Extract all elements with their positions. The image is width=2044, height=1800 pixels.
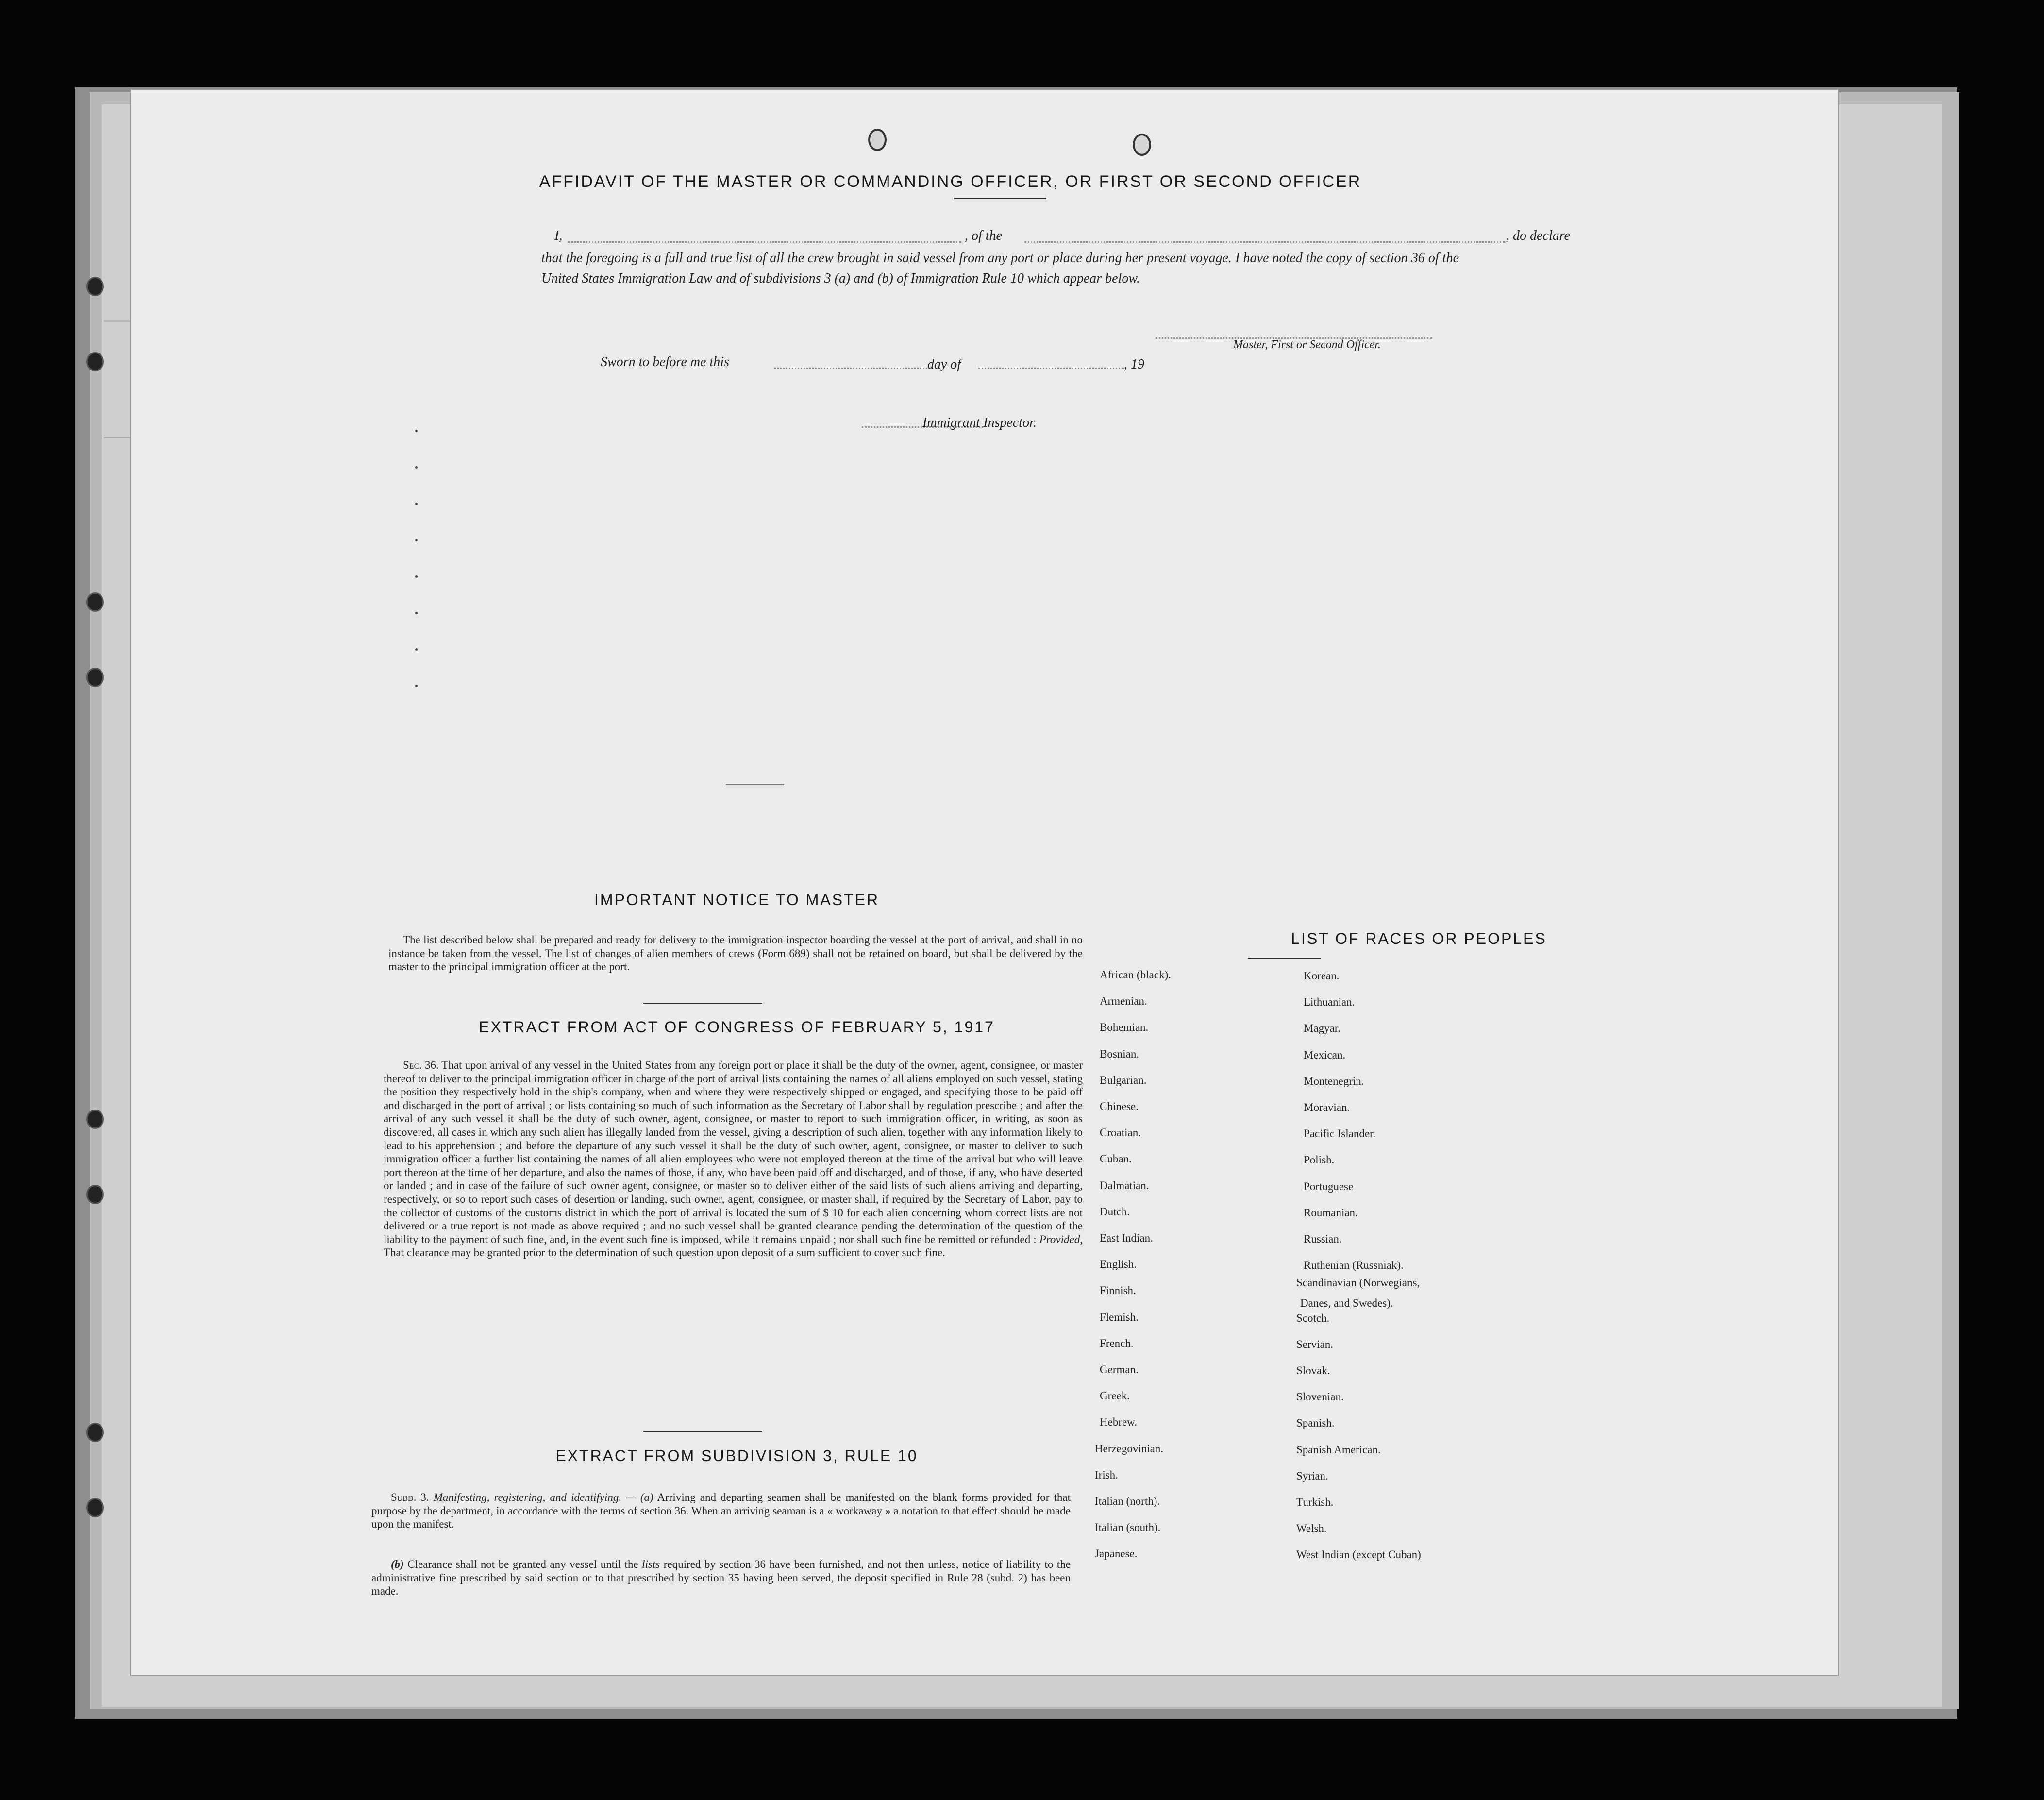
notice-text: The list described below shall be prepared and ready for delivery to the immigration inspector boarding the vessel at the port of arrival, and shall in no instance be taken from the vessel. The list of changes of alien members of crews (Form 689) shall not be retained on board, but shall be delivered by the master to the principal immigration officer at the port. — [388, 934, 1083, 973]
binding-hole-icon — [86, 592, 104, 612]
binding-hole-icon — [86, 1110, 104, 1129]
race-item: Scotch. — [1296, 1312, 1330, 1324]
affidavit-line-declare: , do declare — [1506, 228, 1570, 243]
rule-subd-heading: Manifesting, registering, and identifying. — (a) — [433, 1491, 653, 1503]
binding-hole-icon — [86, 1498, 104, 1517]
sworn-text: Sworn to before me this — [601, 354, 729, 370]
name-blank — [568, 241, 961, 243]
rule-b-label: (b) — [391, 1558, 404, 1570]
sworn-day-blank — [774, 368, 927, 369]
margin-dot — [415, 648, 418, 651]
races-rule — [1248, 958, 1321, 959]
rule-lists-word: lists — [642, 1558, 660, 1570]
binding-hole-icon — [86, 1185, 104, 1204]
race-item: Bulgarian. — [1100, 1074, 1147, 1086]
race-item: East Indian. — [1100, 1232, 1153, 1244]
race-item: Polish. — [1304, 1154, 1335, 1166]
vessel-blank — [1024, 241, 1505, 243]
race-item: Croatian. — [1100, 1127, 1141, 1139]
race-item: French. — [1100, 1337, 1134, 1349]
margin-dot — [415, 466, 418, 469]
race-item: Italian (north). — [1095, 1495, 1160, 1507]
race-item: Russian. — [1304, 1233, 1342, 1245]
race-item: Servian. — [1296, 1338, 1334, 1350]
race-item: Greek. — [1100, 1390, 1130, 1402]
race-item: Spanish American. — [1296, 1443, 1381, 1456]
race-item: English. — [1100, 1258, 1137, 1271]
act-body-end: That clearance may be granted prior to the determination of such question upon deposit of a sum sufficient to cover such fine. — [384, 1246, 945, 1259]
race-item: Herzegovinian. — [1095, 1442, 1164, 1455]
race-item: Roumanian. — [1304, 1206, 1358, 1219]
margin-dot — [415, 503, 418, 505]
race-item: Hebrew. — [1100, 1416, 1138, 1429]
affidavit-paragraph: that the foregoing is a full and true list of all the crew brought in said vessel from any port or place during her present voyage. I have noted the copy of section 36 of the United States Immigration Law and of subdivisions 3 (a) and (b) of Immigration Rule 10 which appear below. — [541, 251, 1459, 286]
rule-subd-label: Subd. 3. — [391, 1491, 429, 1503]
race-item: Japanese. — [1095, 1548, 1138, 1560]
title-rule — [954, 198, 1046, 199]
rule-text-a-body: Arriving and departing seamen shall be manifested on the blank forms provided for that purpose by the department, in accordance with the terms of section 36. When an arriving seaman is a « workaway » a notation to that effect should be made upon the manifest. — [371, 1491, 1071, 1531]
affidavit-line-i: I, — [554, 228, 563, 243]
race-item: Lithuanian. — [1304, 996, 1355, 1009]
race-item: Chinese. — [1100, 1100, 1139, 1112]
act-title: EXTRACT FROM ACT OF CONGRESS OF FEBRUARY 5, 1917 — [479, 1018, 995, 1036]
binding-hole-icon — [86, 668, 104, 687]
race-item: Portuguese — [1304, 1180, 1354, 1193]
day-of-text: day of — [927, 357, 961, 372]
race-item: Magyar. — [1304, 1022, 1341, 1035]
year-text: , 19 — [1124, 357, 1144, 372]
act-body: That upon arrival of any vessel in the United States from any foreign port or place it shall be the duty of the owner, agent, consignee, or master thereof to deliver to the principal immigration officer in charge of the port of arrival lists containing the names of all aliens employed on such vessel, stating the position they respectively hold in the ship's company, when and where they were respectively shipped or engaged, and specifying those to be paid off and discharged in the port of arrival ; or lists containing so much of such information as the Secretary of Labor shall by regulation prescribe ; and after the arrival of any such vessel it shall be the duty of such owner, agent, consignee, or master to report to such immigration officer, in writing, as soon as discovered, all cases in which any such alien has illegally landed from the vessel, giving a description of such alien, together with any information likely to lead to his apprehension ; and before the departure of any such vessel it shall be the duty of such owner, agent, consignee, or master to deliver to such immigration officer a further list containing the names of all alien employees who were not employed thereon at the time of the arrival but who will leave port thereon at the time of her departure, and also the names of those, if any, who have been paid off and discharged, and of those, if any, who have deserted or landed ; and in case of the failure of such owner agent, consignee, or master so to deliver either of the said lists of such aliens arriving and departing, respectively, or so to report such cases of desertion or landing, such owner, agent, consignee, or master shall, if required by the Secretary of Labor, pay to the collector of customs of the customs district in which the port of arrival is located the sum of $ 10 for each alien concerning whom correct lists are not delivered or a true report is not made as above required ; and no such vessel shall be granted clearance pending the determination of the question of the liability to the payment of such fine, and, in the event such fine is imposed, while it remains unpaid ; nor shall such fine be remitted or refunded : — [384, 1059, 1083, 1245]
race-item: Dutch. — [1100, 1205, 1130, 1218]
race-item: Italian (south). — [1095, 1521, 1161, 1534]
race-item: Danes, and Swedes). — [1300, 1297, 1393, 1310]
race-item: Welsh. — [1296, 1522, 1327, 1535]
race-item: Bosnian. — [1100, 1047, 1139, 1060]
act-sec-label: Sec. 36. — [403, 1059, 439, 1071]
race-item: Dalmatian. — [1100, 1179, 1149, 1192]
race-item: African (black). — [1100, 969, 1171, 981]
race-item: German. — [1100, 1363, 1139, 1376]
race-item: Korean. — [1304, 970, 1340, 982]
signature-label: Master, First or Second Officer. — [1233, 338, 1381, 351]
races-title: LIST OF RACES OR PEOPLES — [1291, 930, 1547, 947]
act-text — [384, 1059, 1083, 1260]
stray-rule — [726, 784, 784, 785]
rule-text-b1: Clearance shall not be granted any vessel until the — [407, 1558, 638, 1570]
race-item: Slovak. — [1296, 1364, 1330, 1377]
act-rule — [643, 1431, 762, 1432]
binding-hole-icon — [86, 1423, 104, 1442]
margin-dot — [415, 612, 418, 614]
document-page — [131, 90, 1838, 1675]
inspector-label: Immigrant Inspector. — [922, 415, 1037, 430]
race-item: Spanish. — [1296, 1417, 1335, 1430]
race-item: Ruthenian (Russniak). — [1304, 1259, 1404, 1272]
binding-hole-icon — [86, 277, 104, 296]
margin-dot — [415, 539, 418, 541]
affidavit-line-of: , of the — [965, 228, 1002, 243]
race-item: Turkish. — [1296, 1496, 1334, 1508]
race-item: Cuban. — [1100, 1153, 1132, 1165]
race-item: Syrian. — [1296, 1469, 1328, 1482]
race-item: Flemish. — [1100, 1311, 1139, 1323]
ghost-rule — [104, 437, 134, 438]
ghost-rule — [104, 320, 134, 322]
rule-text-a — [371, 1491, 1071, 1531]
punch-hole-icon — [1133, 134, 1151, 156]
race-item: Bohemian. — [1100, 1021, 1149, 1034]
race-item: Moravian. — [1304, 1101, 1350, 1113]
rule-text-b — [371, 1558, 1071, 1598]
race-item: West Indian (except Cuban) — [1296, 1548, 1421, 1561]
race-item: Irish. — [1095, 1468, 1118, 1481]
race-item: Montenegrin. — [1304, 1075, 1364, 1087]
race-item: Armenian. — [1100, 995, 1147, 1008]
notice-title: IMPORTANT NOTICE TO MASTER — [594, 891, 880, 908]
rule-text-b2: required by section 36 have been furnished, and not then unless, notice of liability to the administrative fine prescribed by said section or to that prescribed by section 35 having been served, the deposit specified in Rule 28 (subd. 2) has been made. — [371, 1558, 1071, 1598]
affidavit-title: AFFIDAVIT OF THE MASTER OR COMMANDING OFFICER, OR FIRST OR SECOND OFFICER — [539, 172, 1362, 191]
month-blank — [978, 368, 1124, 369]
race-item: Scandinavian (Norwegians, — [1296, 1277, 1420, 1289]
race-item: Mexican. — [1304, 1048, 1346, 1061]
rule-title: EXTRACT FROM SUBDIVISION 3, RULE 10 — [555, 1447, 918, 1464]
punch-hole-icon — [868, 129, 887, 151]
race-item: Slovenian. — [1296, 1391, 1344, 1403]
act-provided: Provided, — [1039, 1233, 1083, 1245]
notice-rule — [643, 1003, 762, 1004]
margin-dot — [415, 685, 418, 687]
race-item: Pacific Islander. — [1304, 1127, 1376, 1140]
race-item: Finnish. — [1100, 1284, 1136, 1297]
margin-dot — [415, 430, 418, 432]
margin-dot — [415, 575, 418, 578]
binding-hole-icon — [86, 352, 104, 371]
